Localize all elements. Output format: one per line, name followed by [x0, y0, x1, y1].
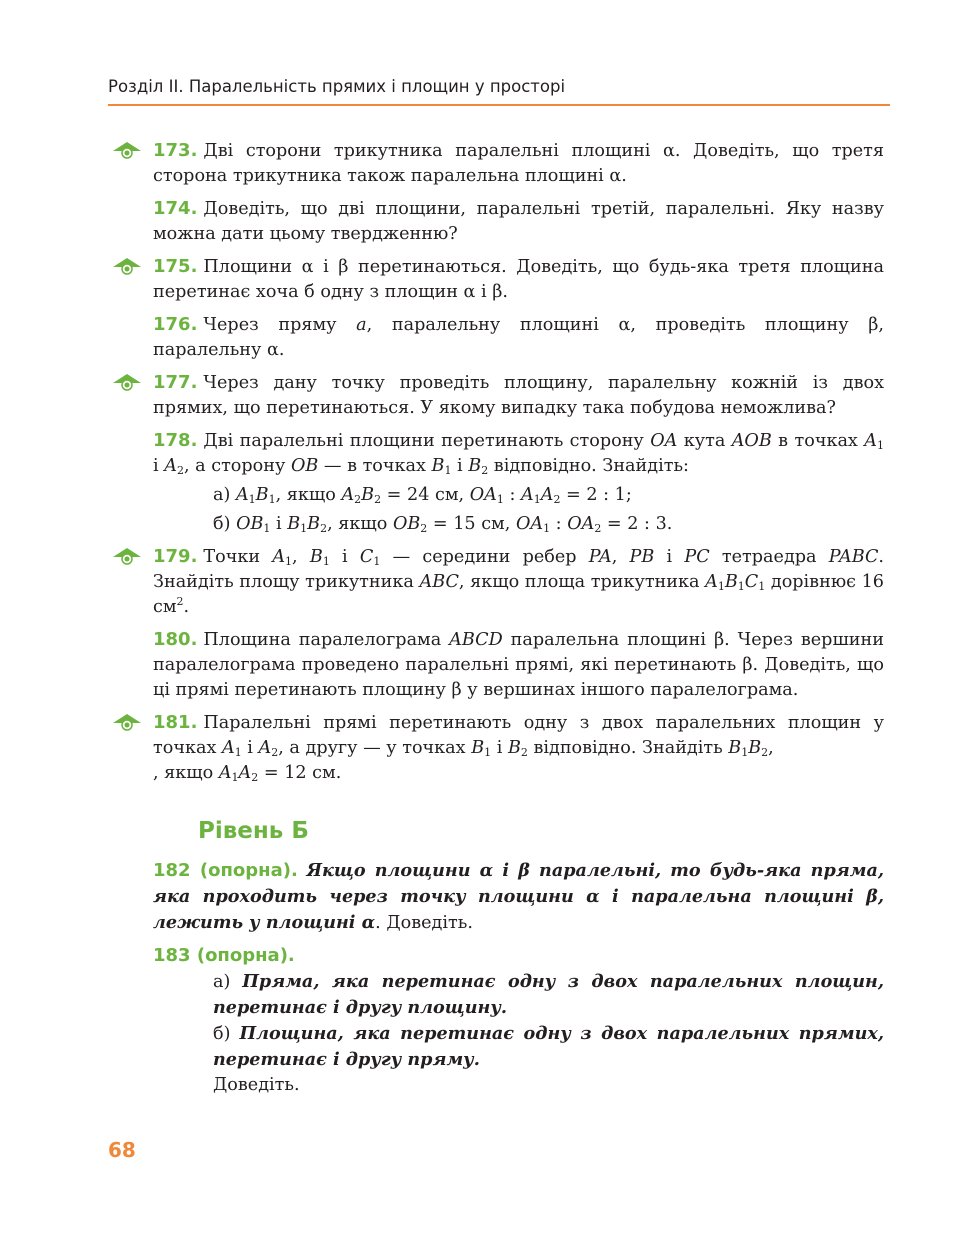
- problem-text: ,: [611, 547, 630, 567]
- problem-text: . Доведіть.: [375, 913, 473, 933]
- problem-number: 181.: [153, 712, 198, 733]
- subtask-text: = 2 : 1;: [560, 485, 632, 505]
- problem-text: тетраедра: [709, 547, 829, 567]
- point-b2: B: [507, 738, 521, 758]
- angle-aob: AOB: [731, 431, 772, 451]
- subscript: 1: [484, 746, 492, 759]
- subscript: 1: [263, 522, 271, 535]
- subtask-text: , якщо: [327, 514, 393, 534]
- problem-number: 179.: [153, 546, 198, 567]
- problem-text: , якщо площа трикутника: [458, 572, 706, 592]
- point-a1: A: [272, 547, 286, 567]
- problem-text: Через дану точку проведіть площину, паралельну кожній із двох прямих, що перетинаються. У якому випадку така побудова неможлива?: [153, 373, 884, 418]
- problem-text: паралельна площині β. Через вершини паралелограма проведено паралельні прямі, які перетинають β. Доведіть, що ці прямі перетинають площину β у вершинах іншого паралелограма.: [153, 630, 884, 700]
- subscript: 2: [271, 746, 279, 759]
- subtask-b: б) $OB_1$ і $B_1B_2$, якщо $OB_2 = 15$ см, $OA_1$ : $OA_2 = 2$ : 3.: [213, 514, 673, 535]
- problem-number: 177.: [153, 372, 198, 393]
- point-a1: A: [221, 738, 235, 758]
- edge-pc: PC: [684, 547, 710, 567]
- point-b2: B: [468, 456, 482, 476]
- problem-179: [153, 544, 884, 620]
- subtask-text: = 24 см,: [381, 485, 470, 505]
- subscript: 2: [481, 464, 489, 477]
- problem-text: і: [241, 738, 259, 758]
- problem-text: Площини α і β перетинаються. Доведіть, що будь-яка третя площина перетинає хоча б одну з площин α і β.: [153, 257, 884, 302]
- var: A: [238, 763, 252, 783]
- var: A: [705, 572, 718, 592]
- theorem-statement: Пряма, яка перетинає одну з двох паралельних площин, перетинає і другу площину.: [213, 971, 884, 1018]
- problem-text: Паралельні прямі перетинають одну з двох паралельних площин у точках: [153, 713, 884, 758]
- problem-text: кута: [677, 431, 732, 451]
- problem-text: Дві паралельні площини перетинають сторону: [203, 431, 651, 451]
- subscript: 1: [741, 746, 749, 759]
- segment-ob: OB: [290, 456, 319, 476]
- subscript: 2: [251, 771, 259, 784]
- problem-text: Через пряму: [203, 315, 357, 335]
- subscript: 1: [876, 439, 884, 452]
- theorem-statement: Якщо площини α і β паралельні, то будь-яка пряма, яка проходить через точку площини α і паралельна площині β, лежить у площині α: [153, 860, 885, 933]
- problem-178: [153, 428, 884, 537]
- problem-text: ,: [292, 547, 310, 567]
- point-a1: A: [864, 431, 877, 451]
- edge-pb: PB: [629, 547, 655, 567]
- subscript: 1: [248, 493, 256, 506]
- var: OA: [567, 514, 595, 534]
- var: B: [724, 572, 738, 592]
- subscript: 2: [420, 522, 428, 535]
- problem-text: дорівнює 16 см: [153, 572, 884, 617]
- house-icon: [112, 256, 142, 276]
- problem-text: Дві сторони трикутника паралельні площині α. Доведіть, що третя сторона трикутника також паралельна площині α.: [153, 141, 884, 186]
- problem-number: 183 (опорна).: [153, 945, 295, 966]
- problem-text: . Знайдіть площу трикутника: [153, 547, 885, 592]
- subscript: 1: [758, 580, 766, 593]
- problem-text: і: [654, 547, 685, 567]
- subscript: 2: [374, 493, 382, 506]
- subtask-label: а): [213, 972, 243, 992]
- subtask-a: а) $A_1B_1$, якщо $A_2B_2 = 24$ см, $OA_1$ : $A_1A_2 = 2$ : 1;: [213, 485, 632, 506]
- problem-number: 182 (опорна).: [153, 860, 298, 881]
- subtask-list: [153, 483, 884, 537]
- point-b1: B: [431, 456, 445, 476]
- subscript: 1: [300, 522, 308, 535]
- parallelogram: ABCD: [449, 630, 503, 650]
- problem-text: , а другу — у точках: [278, 738, 472, 758]
- problem-tail: Доведіть.: [213, 1075, 300, 1095]
- subscript: 1: [496, 493, 504, 506]
- problem-text: і: [491, 738, 508, 758]
- var: A: [540, 485, 554, 505]
- subscript: 2: [761, 746, 769, 759]
- problem-number: 176.: [153, 314, 198, 335]
- problem-text: .: [183, 597, 190, 617]
- problem-text: Площина паралелограма: [203, 630, 450, 650]
- subtask-b: [153, 1021, 884, 1073]
- problem-text: відповідно. Знайдіть:: [488, 456, 689, 476]
- problem-text: , а сторону: [183, 456, 291, 476]
- subtask-text: , якщо: [275, 485, 342, 505]
- var: OA: [469, 485, 497, 505]
- problem-number: 175.: [153, 256, 198, 277]
- problem-175: [153, 254, 884, 305]
- problem-text: і: [451, 456, 469, 476]
- subtask-label: б): [213, 1024, 240, 1044]
- subscript: 1: [322, 555, 330, 568]
- problem-number: 178.: [153, 430, 198, 451]
- problem-text: відповідно. Знайдіть: [527, 738, 729, 758]
- problem-182: [153, 858, 884, 936]
- problem-text: і: [153, 456, 165, 476]
- var: B: [361, 485, 375, 505]
- subtask-text: = 15 см,: [427, 514, 516, 534]
- point-a2: A: [164, 456, 177, 476]
- problem-text: Точки: [203, 547, 273, 567]
- var: C: [744, 572, 759, 592]
- tetrahedron: PABC: [828, 547, 879, 567]
- superscript: 2: [176, 595, 184, 609]
- var: B: [748, 738, 762, 758]
- subscript: 1: [373, 555, 381, 568]
- point-a2: A: [258, 738, 272, 758]
- var: A: [235, 485, 249, 505]
- subscript: 1: [234, 746, 242, 759]
- problem-text: Доведіть, що дві площини, паралельні третій, паралельні. Яку назву можна дати цьому твердженню?: [153, 199, 884, 244]
- var: A: [218, 763, 232, 783]
- var: B: [728, 738, 742, 758]
- problem-text: — в точках: [318, 456, 432, 476]
- triangle-abc: ABC: [419, 572, 459, 592]
- problem-183: [153, 943, 884, 1098]
- var: OA: [515, 514, 544, 534]
- house-icon: [112, 140, 142, 160]
- problem-list: [153, 138, 884, 1105]
- subscript: 2: [594, 522, 602, 535]
- chapter-header: Розділ II. Паралельність прямих і площин у просторі: [108, 76, 890, 106]
- subscript: 2: [553, 493, 561, 506]
- problem-173: [153, 138, 884, 189]
- house-icon: [112, 712, 142, 732]
- problem-text: , паралельну площині α, проведіть площину β, паралельну α.: [153, 315, 884, 360]
- section-title: Рівень Б: [198, 818, 309, 844]
- var: OB: [392, 514, 421, 534]
- problem-181: 181. Паралельні прямі перетинають одну з двох паралельних площин у точках $A_1$ і $A_2$, а другу — у точках $B_1$ і $B_2$ відповідно. Знайдіть $B_1B_2$, , якщо $A_1A_2 = 12$ см.: [153, 710, 884, 786]
- problem-number: 180.: [153, 629, 198, 650]
- subscript: 1: [717, 580, 725, 593]
- var: A: [341, 485, 355, 505]
- point-b1: B: [471, 738, 485, 758]
- subscript: 1: [533, 493, 541, 506]
- problem-180: [153, 627, 884, 703]
- subscript: 2: [354, 493, 362, 506]
- page-number: 68: [108, 1138, 136, 1162]
- problem-text: , якщо: [153, 763, 219, 783]
- var: B: [307, 514, 321, 534]
- edge-pa: PA: [588, 547, 612, 567]
- problem-number: 173.: [153, 140, 198, 161]
- problem-text: в точках: [771, 431, 865, 451]
- problem-number: 174.: [153, 198, 198, 219]
- problem-176: [153, 312, 884, 363]
- var: B: [287, 514, 301, 534]
- problem-text: — середини ребер: [380, 547, 589, 567]
- subtask-label: а): [213, 485, 236, 505]
- line-a: a: [356, 315, 367, 335]
- subscript: 1: [543, 522, 551, 535]
- point-b1: B: [309, 547, 323, 567]
- subtask-text: = 2 : 3.: [601, 514, 673, 534]
- subscript: 1: [231, 771, 239, 784]
- var: A: [521, 485, 534, 505]
- subscript: 1: [737, 580, 745, 593]
- house-icon: [112, 372, 142, 392]
- house-icon: [112, 546, 142, 566]
- subscript: 2: [520, 746, 528, 759]
- subscript: 2: [176, 464, 184, 477]
- problem-174: [153, 196, 884, 247]
- problem-text: = 12 см.: [258, 763, 342, 783]
- problem-text: і: [329, 547, 360, 567]
- subscript: 1: [444, 464, 452, 477]
- subtask-a: [153, 969, 884, 1021]
- theorem-statement: Площина, яка перетинає одну з двох паралельних прямих, перетинає і другу пряму.: [213, 1023, 884, 1070]
- problem-177: [153, 370, 884, 421]
- subtask-text: і: [270, 514, 288, 534]
- point-c1: C: [359, 547, 374, 567]
- var: B: [255, 485, 269, 505]
- subscript: 1: [268, 493, 276, 506]
- var: OB: [236, 514, 264, 534]
- subscript: 1: [285, 555, 293, 568]
- segment-oa: OA: [650, 431, 678, 451]
- subscript: 2: [320, 522, 328, 535]
- subtask-label: б): [213, 514, 237, 534]
